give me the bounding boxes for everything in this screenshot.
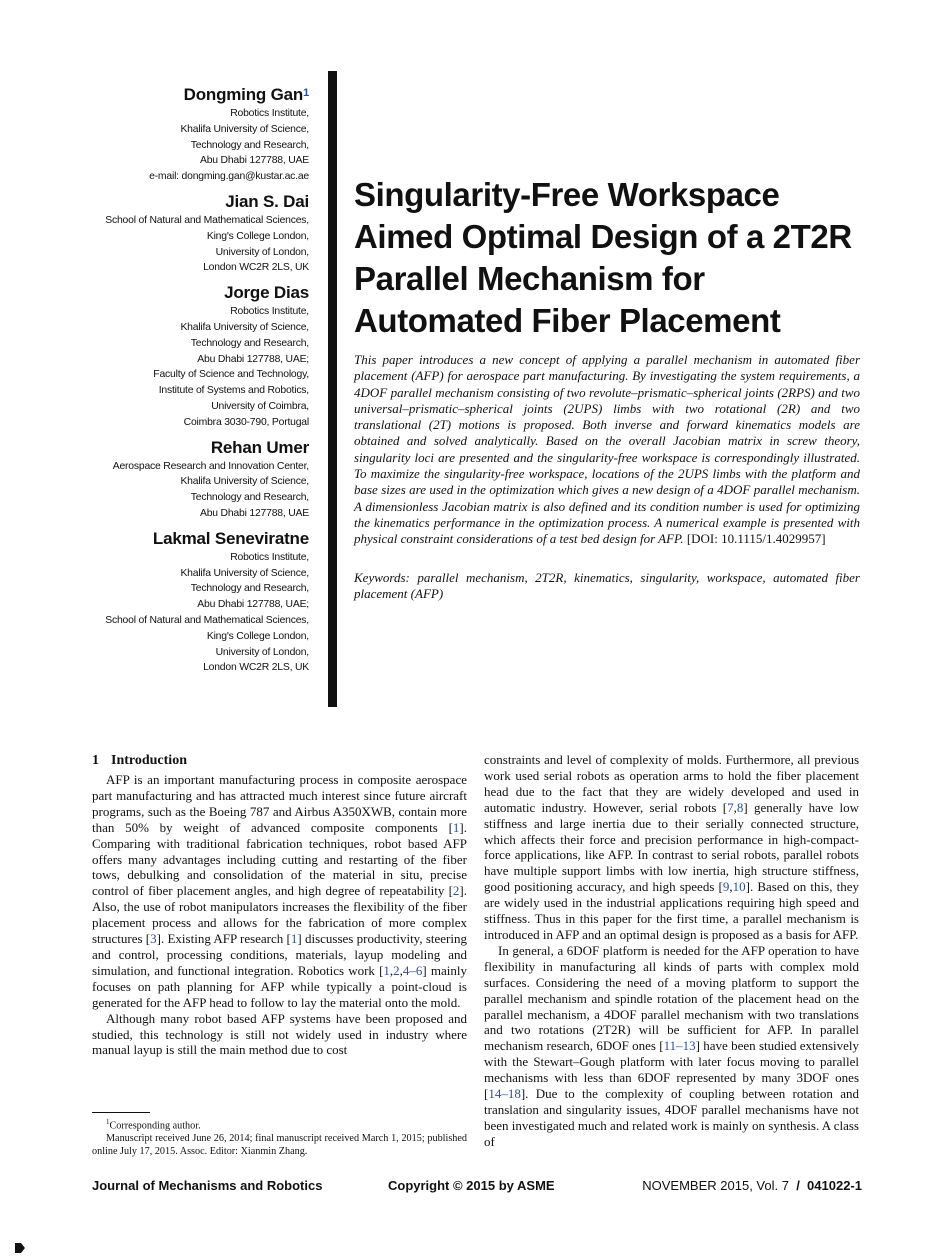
- citation-link[interactable]: 10: [732, 879, 746, 895]
- author-block: [90, 84, 309, 682]
- affiliation-line: Robotics Institute,: [230, 306, 309, 318]
- text-run: Although many robot based AFP systems have been proposed and studied, this technology is still not widely used in industry where manual layup is still the main method due to cost: [92, 1010, 467, 1058]
- footer-separator: /: [796, 1178, 800, 1193]
- title-line: Parallel Mechanism for: [354, 260, 705, 297]
- author-name-text: Jorge Dias: [224, 283, 309, 303]
- citation-link[interactable]: 11–13: [663, 1038, 696, 1054]
- abstract: [354, 352, 860, 548]
- affiliation-line: King's College London,: [206, 630, 309, 642]
- affiliation-line: University of Coimbra,: [211, 400, 309, 412]
- affiliation-line: Abu Dhabi 127788, UAE: [199, 507, 309, 519]
- affiliation-line: Khalifa University of Science,: [180, 567, 309, 579]
- author-name-text: Dongming Gan: [183, 85, 304, 104]
- affiliation-line: Institute of Systems and Robotics,: [158, 385, 309, 397]
- section-title: Introduction: [111, 753, 187, 768]
- text-run: ] generally have low stiffness and large inertia due to their serially connected structure, which affects their force and precision performance in high-compact-force applications, like AFP. In contrast to serial robots, parallel robots have multiple support limbs with low inertia, high structure stiffness, good positioning accuracy, and high speeds [: [484, 799, 859, 895]
- text-run: ] have been studied extensively with the Stewart–Gough platform with later focus moving to parallel mechanisms with less than 6DOF represented by many 3DOF ones [: [484, 1038, 859, 1102]
- text-run: ]. Also, the use of robot manipulators increases the flexibility of the fiber placement process and allows for the fabrication of more complex structures [: [92, 883, 467, 947]
- footnote-link[interactable]: 1: [303, 87, 309, 99]
- title-divider-bar: [328, 71, 337, 707]
- doi[interactable]: [DOI: 10.1115/1.4029957]: [686, 531, 826, 547]
- author: [90, 528, 309, 676]
- paper-title: [354, 174, 914, 342]
- affiliation-line: Abu Dhabi 127788, UAE;: [197, 353, 309, 365]
- affiliation-line: School of Natural and Mathematical Sciences,: [105, 214, 309, 226]
- author-name: [90, 437, 309, 459]
- author-name: [90, 191, 309, 213]
- text-run: ,: [729, 879, 733, 895]
- affiliation-line: Technology and Research,: [190, 139, 309, 151]
- text-run: ]. Based on this, they are widely used in the industrial applications requiring high speed and stiffness. Thus in this paper for the first time, a parallel mechanism is introduced in AFP and an optimal design is proposed as a basis for AFP.: [484, 879, 859, 942]
- copyright: Copyright © 2015 by ASME: [388, 1178, 555, 1193]
- affiliation-line: Khalifa University of Science,: [180, 321, 309, 333]
- abstract-text: This paper introduces a new concept of applying a parallel mechanism in automated fiber placement (AFP) for aerospace part manufacturing. By investigating the system requirements, a 4DOF parallel mechanism consisting of two revolute–prismatic–spherical joints (2RPS) and two universal–prismatic–spherical joints (2UPS) limbs with two rotational (2R) and two translational (2T) motions is proposed. Both inverse and forward kinematics models are obtained and solved analytically. Based on the overall Jacobian matrix in screw theory, singularity loci are presented and the singularity-free workspace is correspondingly illustrated. To maximize the singularity-free workspace, locations of the 2UPS limbs with the platform and base sizes are used in the optimization which gives a new design of a 4DOF parallel mechanism. A dimensionless Jacobian matrix is also defined and its condition number is used for optimizing the kinematics performance in the optimization process. A numerical example is presented with physical constraint considerations of a test bed design for AFP.: [354, 352, 860, 547]
- text-run: ]. Existing AFP research [: [156, 931, 291, 947]
- paragraph: [92, 772, 467, 1011]
- citation-link[interactable]: 3: [150, 931, 157, 947]
- issue-date: NOVEMBER 2015, Vol. 7: [642, 1178, 789, 1193]
- author-email[interactable]: e-mail: dongming.gan@kustar.ac.ae: [149, 171, 309, 183]
- affiliation-line: Abu Dhabi 127788, UAE: [199, 155, 309, 167]
- page-corner-mark: [15, 1243, 25, 1253]
- affiliation-line: King's College London,: [206, 230, 309, 242]
- text-run: In general, a 6DOF platform is needed for the AFP operation to have flexibility in manufacturing all kinds of parts with complex mold surfaces. Considering the need of a moving platform to support the parallel mechanism and spindle rotation of the placement head on the parallel mechanism, a 4DOF parallel mechanism with two translations and two rotations (2T2R) will be sufficient for AFP. In parallel mechanism research, 6DOF ones [: [484, 942, 859, 1054]
- text-run: ,: [733, 799, 737, 815]
- affiliation-line: London WC2R 2LS, UK: [203, 662, 309, 674]
- citation-link[interactable]: 1: [383, 962, 390, 978]
- citation-link[interactable]: 14–18: [488, 1086, 521, 1102]
- affiliation-line: University of London,: [215, 246, 309, 258]
- affiliation-line: School of Natural and Mathematical Sciences,: [105, 614, 309, 626]
- title-line: Automated Fiber Placement: [354, 302, 781, 339]
- title-line: Singularity-Free Workspace: [354, 176, 780, 213]
- manuscript-note: Manuscript received June 26, 2014; final manuscript received March 1, 2015; published online July 17, 2015. Assoc. Editor: Xianmin Zhang.: [92, 1132, 467, 1157]
- page-number: 041022-1: [807, 1178, 862, 1193]
- footnote-mark: 1: [106, 1118, 110, 1126]
- affiliation-line: London WC2R 2LS, UK: [203, 262, 309, 274]
- citation-link[interactable]: 2: [393, 962, 400, 978]
- citation-link[interactable]: 4–6: [402, 962, 423, 978]
- affiliation-line: Technology and Research,: [190, 337, 309, 349]
- citation-link[interactable]: 7: [727, 799, 734, 815]
- section-number: 1: [92, 753, 99, 768]
- body-column-right: [484, 752, 859, 1150]
- paragraph: [92, 1011, 467, 1059]
- citation-link[interactable]: 2: [452, 883, 460, 899]
- text-run: ] discusses productivity, steering and control, processing conditions, materials, layup modeling and simulation, and functional integration. Robotics work [: [92, 931, 467, 978]
- affiliation-line: Abu Dhabi 127788, UAE;: [197, 599, 309, 611]
- citation-link[interactable]: 1: [452, 819, 460, 835]
- text-run: ]. Comparing with traditional fabrication techniques, robot based AFP offers many advantages including cutting and restarting of the fiber tows, debulking and consolidation of the material in situ, precise control of fiber placement angles, and high degree of repeatability [: [92, 819, 467, 899]
- footnote-rule: [92, 1112, 150, 1113]
- text-run: ,: [399, 962, 403, 978]
- author: [90, 282, 309, 430]
- journal-name: Journal of Mechanisms and Robotics: [92, 1178, 323, 1193]
- text-run: ] mainly focuses on path planning for AFP while typically a point-cloud is generated for the AFP head to follow to lay the material onto the mold.: [92, 962, 467, 1010]
- author: [90, 437, 309, 522]
- citation-link[interactable]: 1: [290, 931, 298, 947]
- text-run: ,: [389, 962, 394, 978]
- citation-link[interactable]: 8: [736, 799, 744, 815]
- body-column-left: [92, 752, 467, 1058]
- page-footer: [92, 1178, 862, 1196]
- author-name-text: Lakmal Seneviratne: [152, 528, 309, 548]
- text-run: AFP is an important manufacturing process in composite aerospace part manufacturing and has attracted much interest since future aircraft programs, such as the Boeing 787 and Airbus A350XWB, contain more than 50% by weight of advanced composite components [: [92, 772, 467, 835]
- affiliation-line: Coimbra 3030-790, Portugal: [183, 416, 309, 428]
- title-line: Aimed Optimal Design of a 2T2R: [354, 218, 852, 255]
- affiliation-line: Faculty of Science and Technology,: [153, 369, 309, 381]
- affiliation-line: Technology and Research,: [190, 492, 309, 504]
- affiliation-line: Robotics Institute,: [230, 551, 309, 563]
- text-run: ]. Due to the complexity of coupling between rotation and translation and singularity issues, 4DOF parallel mechanisms have not been investigated much and related work is mainly on synthesis. A class of: [484, 1086, 859, 1149]
- paragraph: [484, 943, 859, 1150]
- citation-link[interactable]: 9: [722, 879, 730, 895]
- author: [90, 84, 309, 185]
- affiliation-line: Technology and Research,: [190, 583, 309, 595]
- footnote: [92, 1116, 467, 1158]
- affiliation-line: Aerospace Research and Innovation Center,: [112, 460, 309, 472]
- author-name: [90, 84, 309, 106]
- author: [90, 191, 309, 276]
- keywords: Keywords: parallel mechanism, 2T2R, kinematics, singularity, workspace, automated fiber placement (AFP): [354, 570, 860, 602]
- author-name: [90, 282, 309, 304]
- issue-info: [642, 1178, 862, 1193]
- affiliation-line: Robotics Institute,: [230, 108, 309, 119]
- text-run: constraints and level of complexity of molds. Furthermore, all previous work used serial robots as operation arms to hold the fiber placement head due to the fact that they are widely developed and used in automatic industry. However, serial robots [: [484, 752, 859, 815]
- author-name: [90, 528, 309, 550]
- author-name-text: Jian S. Dai: [225, 191, 309, 211]
- paragraph: [484, 752, 859, 943]
- affiliation-line: University of London,: [215, 646, 309, 658]
- section-heading: [92, 752, 467, 770]
- corresponding-note: Corresponding author.: [109, 1120, 201, 1132]
- affiliation-line: Khalifa University of Science,: [180, 476, 309, 488]
- author-name-text: Rehan Umer: [210, 437, 309, 457]
- affiliation-line: Khalifa University of Science,: [180, 123, 309, 135]
